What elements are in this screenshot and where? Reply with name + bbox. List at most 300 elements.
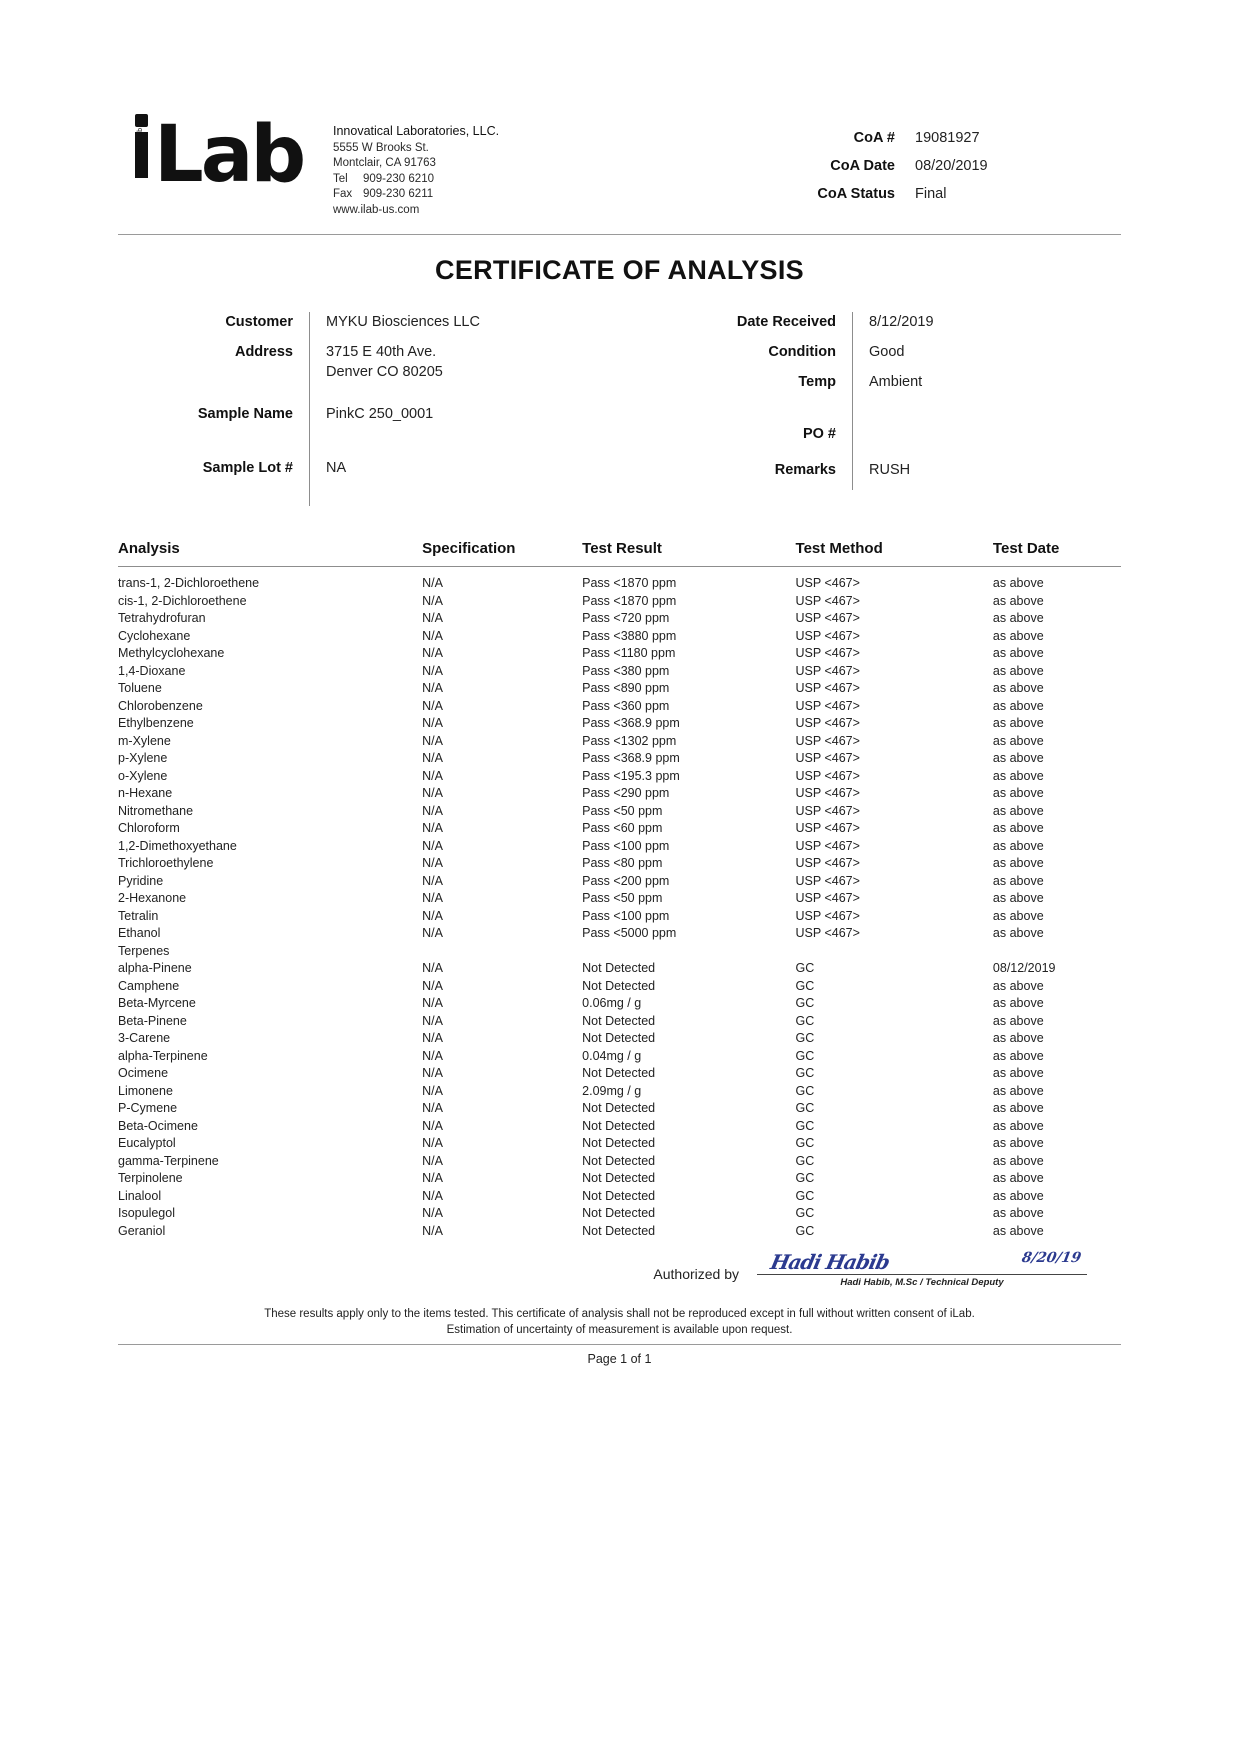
coa-status-label: CoA Status [817, 186, 895, 202]
cell-result: Pass <1870 ppm [582, 576, 677, 590]
logo-dot [135, 114, 148, 127]
cell-result: Pass <1180 ppm [582, 646, 676, 660]
condition-value: Good [869, 344, 905, 360]
company-city: Montclair, CA 91763 [333, 157, 436, 169]
cell-spec: N/A [422, 576, 443, 590]
cell-method: USP <467> [795, 611, 860, 625]
cell-result: Not Detected [582, 1118, 656, 1133]
cell-method: USP <467> [795, 698, 860, 713]
table-row [118, 1083, 1121, 1101]
cell-date: as above [992, 716, 1044, 730]
cell-date: as above [992, 996, 1044, 1010]
cell-analysis: Limonene [118, 1083, 173, 1098]
cell-date: as above [992, 1066, 1044, 1080]
table-row [118, 908, 1121, 926]
receipt-block [638, 312, 1121, 506]
company-fax-row [333, 187, 663, 203]
coa-meta-block [663, 100, 1121, 208]
cell-analysis: Toluene [118, 681, 162, 695]
cell-analysis: trans-1, 2-Dichloroethene [118, 576, 260, 590]
cell-method: GC [795, 996, 815, 1010]
cell-analysis: Beta-Pinene [118, 1013, 187, 1028]
table-row [118, 1118, 1121, 1136]
cell-analysis: Cyclohexane [118, 628, 191, 643]
cell-date: as above [992, 821, 1044, 835]
cell-spec: N/A [422, 646, 443, 660]
table-row [118, 1065, 1121, 1083]
cell-method: GC [795, 1188, 815, 1203]
cell-date: as above [992, 873, 1044, 888]
company-tel-row [333, 172, 663, 188]
cell-method: GC [795, 1171, 815, 1185]
table-row [118, 785, 1121, 803]
col-header-test-result: Test Result [582, 540, 795, 567]
table-row [118, 1030, 1121, 1048]
cell-date: as above [992, 1031, 1044, 1045]
sample-lot-label: Sample Lot # [202, 460, 293, 476]
cell-result: Pass <5000 ppm [582, 926, 677, 940]
sample-lot-field [118, 440, 638, 506]
table-row [118, 803, 1121, 821]
cell-method: GC [795, 1101, 815, 1115]
cell-spec: N/A [422, 1031, 443, 1045]
cell-method: USP <467> [795, 751, 860, 765]
cell-method: USP <467> [795, 576, 860, 590]
cell-method: USP <467> [795, 716, 860, 730]
address-line-1: 3715 E 40th Ave. [326, 344, 437, 360]
cell-spec: N/A [422, 926, 443, 940]
col-header-test-method: Test Method [796, 540, 993, 567]
cell-spec: N/A [422, 838, 443, 853]
signature-section [118, 1250, 1121, 1288]
cell-date: as above [992, 751, 1044, 765]
company-name: Innovatical Laboratories, LLC. [333, 124, 500, 138]
cell-result: Pass <80 ppm [582, 856, 663, 870]
condition-label: Condition [768, 344, 836, 360]
col-header-analysis: Analysis [118, 540, 422, 567]
cell-analysis: alpha-Pinene [118, 961, 192, 975]
date-received-value: 8/12/2019 [869, 314, 934, 330]
coa-number-label: CoA # [853, 130, 895, 146]
cell-result: Pass <890 ppm [582, 681, 670, 695]
cell-result: Pass <1302 ppm [582, 733, 677, 748]
condition-field [678, 342, 1121, 372]
cell-method: GC [795, 1118, 815, 1133]
terpenes-group-header [118, 943, 1121, 961]
cell-analysis: 3-Carene [118, 1031, 171, 1045]
cell-result: Not Detected [582, 1188, 656, 1203]
cell-method: USP <467> [795, 803, 860, 818]
cell-date: as above [992, 1206, 1044, 1220]
cell-spec: N/A [422, 1171, 443, 1185]
cell-method: USP <467> [795, 733, 860, 748]
cell-spec: N/A [422, 1048, 443, 1063]
cell-result: Pass <50 ppm [582, 803, 663, 818]
coa-status-row [723, 180, 1121, 208]
cell-spec: N/A [422, 856, 443, 870]
table-header-row [118, 540, 1121, 567]
disclaimer [118, 1306, 1121, 1338]
cell-result: Not Detected [582, 1031, 656, 1045]
remarks-label: Remarks [774, 462, 836, 478]
cell-date: as above [992, 1171, 1044, 1185]
temp-label: Temp [798, 374, 836, 390]
cell-spec: N/A [422, 873, 443, 888]
coa-date-value: 08/20/2019 [915, 158, 988, 174]
table-row [118, 698, 1121, 716]
cell-result: Pass <195.3 ppm [582, 768, 680, 783]
cell-method: GC [795, 1083, 815, 1098]
cell-spec: N/A [422, 628, 443, 643]
po-label: PO # [802, 426, 836, 442]
col-header-specification: Specification [422, 540, 582, 567]
cell-analysis: Eucalyptol [118, 1136, 176, 1150]
table-row [118, 1153, 1121, 1171]
address-field [118, 342, 638, 382]
cell-date: as above [992, 908, 1044, 923]
cell-date: as above [992, 1223, 1044, 1238]
cell-spec: N/A [422, 751, 443, 765]
cell-spec: N/A [422, 681, 443, 695]
cell-result: Not Detected [582, 1066, 656, 1080]
cell-date: as above [992, 681, 1044, 695]
table-row [118, 1048, 1121, 1066]
cell-spec: N/A [422, 663, 443, 678]
cell-spec: N/A [422, 821, 443, 835]
table-row [118, 960, 1121, 978]
cell-date: as above [992, 1188, 1044, 1203]
table-row [118, 1188, 1121, 1206]
remarks-field [678, 460, 1121, 490]
cell-method: USP <467> [795, 873, 860, 888]
table-row [118, 663, 1121, 681]
sample-name-field [118, 382, 638, 440]
cell-spec: N/A [422, 961, 443, 975]
table-row [118, 1205, 1121, 1223]
table-row [118, 567, 1121, 593]
cell-analysis: Chlorobenzene [118, 698, 203, 713]
cell-date: as above [992, 803, 1044, 818]
disclaimer-line-1: These results apply only to the items tested. This certificate of analysis shall not be reproduced except in full without written consent of iLab. [264, 1308, 975, 1320]
cell-analysis: m-Xylene [118, 733, 171, 748]
date-received-label: Date Received [736, 314, 836, 330]
table-row [118, 1170, 1121, 1188]
cell-spec: N/A [422, 891, 443, 905]
cell-analysis: P-Cymene [118, 1101, 178, 1115]
sample-lot-value: NA [326, 460, 347, 476]
cell-date: as above [992, 611, 1044, 625]
table-row [118, 733, 1121, 751]
cell-date: as above [992, 698, 1044, 713]
cell-method: GC [795, 961, 815, 975]
cell-method: GC [795, 1153, 815, 1168]
table-row [118, 1013, 1121, 1031]
authorized-by-label: Authorized by [653, 1266, 739, 1282]
cell-method: GC [795, 1066, 815, 1080]
cell-date: as above [992, 1048, 1044, 1063]
cell-date: as above [992, 891, 1044, 905]
cell-analysis: n-Hexane [118, 786, 173, 800]
cell-analysis: alpha-Terpinene [118, 1048, 208, 1063]
cell-spec: N/A [422, 996, 443, 1010]
cell-result: Pass <50 ppm [582, 891, 663, 905]
cell-spec: N/A [422, 1083, 443, 1098]
table-row [118, 1100, 1121, 1118]
cell-method: GC [795, 1013, 815, 1028]
cell-spec: N/A [422, 698, 443, 713]
cell-result: 0.04mg / g [582, 1048, 642, 1063]
coa-number-row [723, 124, 1121, 152]
cell-method: USP <467> [795, 891, 860, 905]
cell-result: Not Detected [582, 978, 656, 993]
cell-method: USP <467> [795, 856, 860, 870]
cell-method: GC [795, 1206, 815, 1220]
cell-method: USP <467> [795, 821, 860, 835]
group-spacer-1 [422, 943, 582, 961]
cell-date: as above [992, 1153, 1044, 1168]
cell-spec: N/A [422, 908, 443, 923]
table-row [118, 820, 1121, 838]
cell-analysis: Beta-Myrcene [118, 996, 196, 1010]
po-value [853, 402, 869, 424]
cell-analysis: Nitromethane [118, 803, 194, 818]
cell-date: as above [992, 1013, 1044, 1028]
cell-spec: N/A [422, 1223, 443, 1238]
cell-spec: N/A [422, 611, 443, 625]
company-street: 5555 W Brooks St. [333, 141, 429, 154]
cell-date: 08/12/2019 [992, 961, 1056, 975]
cell-result: Not Detected [582, 1153, 656, 1168]
cell-spec: N/A [422, 1013, 443, 1028]
address-lines [310, 342, 443, 382]
page-number: Page 1 of 1 [587, 1352, 652, 1366]
cell-analysis: Isopulegol [118, 1206, 175, 1220]
table-row [118, 978, 1121, 996]
temp-value: Ambient [869, 374, 923, 390]
cell-analysis: Tetralin [118, 908, 159, 923]
group-spacer-4 [993, 943, 1121, 961]
cell-result: Pass <1870 ppm [582, 593, 677, 608]
cell-spec: N/A [422, 768, 443, 783]
cell-analysis: 2-Hexanone [118, 891, 187, 905]
cell-result: Pass <3880 ppm [582, 628, 677, 643]
cell-spec: N/A [422, 716, 443, 730]
cell-result: Pass <368.9 ppm [582, 716, 680, 730]
coa-status-value: Final [915, 186, 947, 202]
signature-mark: Hadi Habib [768, 1250, 892, 1274]
cell-analysis: 1,2-Dimethoxyethane [118, 838, 237, 853]
cell-method: USP <467> [795, 926, 860, 940]
cell-analysis: Methylcyclohexane [118, 646, 225, 660]
document-header [118, 100, 1121, 230]
cell-date: as above [992, 856, 1044, 870]
signature-caption: Hadi Habib, M.Sc / Technical Deputy [840, 1277, 1004, 1288]
cell-result: Pass <380 ppm [582, 663, 670, 678]
group-label-terpenes: Terpenes [118, 943, 170, 958]
company-fax: 909-230 6211 [363, 188, 434, 200]
date-received-field [678, 312, 1121, 342]
cell-analysis: o-Xylene [118, 768, 168, 783]
table-row [118, 715, 1121, 733]
company-tel-label: Tel [333, 172, 348, 185]
coa-number-value: 19081927 [915, 130, 980, 146]
cell-analysis: Tetrahydrofuran [118, 611, 206, 625]
cell-method: GC [795, 1136, 815, 1150]
cell-analysis: 1,4-Dioxane [118, 663, 186, 678]
cell-method: GC [795, 1223, 815, 1238]
cell-spec: N/A [422, 803, 443, 818]
cell-result: Not Detected [582, 1223, 656, 1238]
customer-name: MYKU Biosciences LLC [326, 314, 480, 330]
table-row [118, 890, 1121, 908]
company-tel: 909-230 6210 [363, 172, 434, 185]
cell-result: Not Detected [582, 1013, 656, 1028]
cell-analysis: Ethanol [118, 926, 161, 940]
coa-sheet [118, 100, 1121, 1366]
cell-method: USP <467> [795, 646, 860, 660]
customer-block [118, 312, 638, 506]
signature-date: 8/20/19 [1020, 1250, 1083, 1266]
cell-method: USP <467> [795, 663, 860, 678]
cell-analysis: Terpinolene [118, 1171, 183, 1185]
disclaimer-line-2: Estimation of uncertainty of measurement is available upon request. [446, 1324, 793, 1336]
cell-analysis: Camphene [118, 978, 180, 993]
logo-wordmark: Lab [154, 110, 304, 200]
cell-spec: N/A [422, 1206, 443, 1220]
table-row [118, 1135, 1121, 1153]
cell-result: Pass <100 ppm [582, 838, 670, 853]
table-row [118, 680, 1121, 698]
remarks-value: RUSH [869, 462, 911, 478]
cell-method: GC [795, 978, 815, 993]
customer-label: Customer [225, 314, 293, 330]
cell-spec: N/A [422, 1066, 443, 1080]
sample-name-value: PinkC 250_0001 [326, 406, 434, 422]
po-field [678, 402, 1121, 460]
cell-date: as above [992, 628, 1044, 643]
cell-spec: N/A [422, 1101, 443, 1115]
cell-result: Pass <720 ppm [582, 611, 670, 625]
cell-analysis: cis-1, 2-Dichloroethene [118, 593, 247, 608]
cell-result: Pass <200 ppm [582, 873, 670, 888]
cell-analysis: Linalool [118, 1188, 162, 1203]
cell-date: as above [992, 978, 1044, 993]
coa-date-label: CoA Date [830, 158, 895, 174]
cell-date: as above [992, 646, 1044, 660]
cell-method: USP <467> [795, 768, 860, 783]
customer-field [118, 312, 638, 342]
company-fax-label: Fax [333, 188, 353, 200]
table-row [118, 1223, 1121, 1241]
address-line-2: Denver CO 80205 [326, 364, 443, 380]
cell-result: 0.06mg / g [582, 996, 642, 1010]
cell-date: as above [992, 576, 1044, 590]
cell-date: as above [992, 926, 1044, 940]
table-row [118, 855, 1121, 873]
cell-method: USP <467> [795, 838, 860, 853]
group-spacer-2 [582, 943, 795, 961]
results-table [118, 540, 1121, 1240]
info-section [118, 312, 1121, 506]
cell-spec: N/A [422, 1136, 443, 1150]
cell-result: Not Detected [582, 961, 656, 975]
cell-method: USP <467> [795, 908, 860, 923]
cell-method: USP <467> [795, 786, 860, 800]
cell-result: Pass <290 ppm [582, 786, 670, 800]
cell-method: USP <467> [795, 681, 860, 695]
cell-result: Not Detected [582, 1101, 656, 1115]
cell-result: Not Detected [582, 1206, 656, 1220]
cell-method: GC [795, 1031, 815, 1045]
cell-result: Not Detected [582, 1136, 656, 1150]
cell-spec: N/A [422, 786, 443, 800]
table-row [118, 925, 1121, 943]
cell-spec: N/A [422, 593, 443, 608]
cell-method: USP <467> [795, 593, 860, 608]
sample-name-label: Sample Name [197, 406, 293, 422]
table-row [118, 838, 1121, 856]
cell-result: Pass <100 ppm [582, 908, 670, 923]
cell-date: as above [992, 786, 1044, 800]
cell-analysis: Geraniol [118, 1223, 166, 1238]
cell-analysis: Beta-Ocimene [118, 1118, 198, 1133]
address-label: Address [234, 344, 293, 360]
table-row [118, 995, 1121, 1013]
cell-date: as above [992, 733, 1044, 748]
cell-analysis: Chloroform [118, 821, 180, 835]
cell-result: Pass <60 ppm [582, 821, 663, 835]
cell-analysis: Ocimene [118, 1066, 169, 1080]
cell-result: Not Detected [582, 1171, 656, 1185]
company-website: www.ilab-us.com [333, 203, 420, 216]
cell-spec: N/A [422, 978, 443, 993]
cell-analysis: Ethylbenzene [118, 716, 194, 730]
cell-date: as above [992, 768, 1044, 783]
table-row [118, 750, 1121, 768]
cell-result: 2.09mg / g [582, 1083, 642, 1098]
cell-analysis: Trichloroethylene [118, 856, 214, 870]
table-row [118, 593, 1121, 611]
cell-method: GC [795, 1048, 815, 1063]
cell-date: as above [992, 663, 1044, 678]
temp-field [678, 372, 1121, 402]
results-table-body [118, 567, 1121, 1241]
cell-date: as above [992, 838, 1044, 853]
cell-analysis: p-Xylene [118, 751, 168, 765]
cell-spec: N/A [422, 1153, 443, 1168]
signature-box [757, 1250, 1087, 1288]
ilab-logo [118, 100, 333, 200]
cell-spec: N/A [422, 733, 443, 748]
table-row [118, 873, 1121, 891]
cell-date: as above [992, 1136, 1044, 1150]
logo-vertical-text: of iLab [137, 127, 144, 152]
cell-spec: N/A [422, 1118, 443, 1133]
table-row [118, 645, 1121, 663]
company-info [333, 100, 663, 218]
cell-method: USP <467> [795, 628, 860, 643]
cell-result: Pass <368.9 ppm [582, 751, 680, 765]
table-row [118, 628, 1121, 646]
coa-date-row [723, 152, 1121, 180]
cell-spec: N/A [422, 1188, 443, 1203]
table-row [118, 610, 1121, 628]
cell-date: as above [992, 1101, 1044, 1115]
group-spacer-3 [796, 943, 993, 961]
cell-date: as above [992, 1083, 1044, 1098]
page-title: CERTIFICATE OF ANALYSIS [435, 255, 804, 285]
cell-analysis: gamma-Terpinene [118, 1153, 219, 1168]
